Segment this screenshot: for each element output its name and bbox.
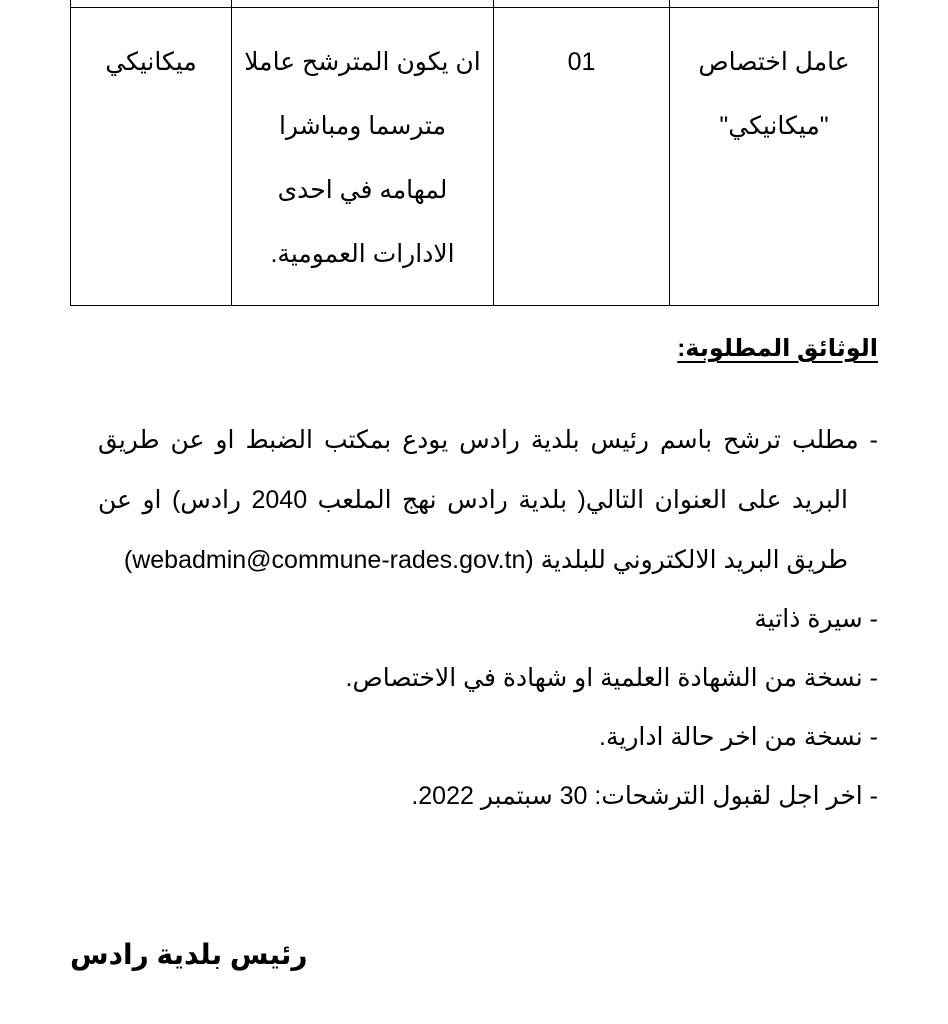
position-count-cell: 01 bbox=[494, 8, 670, 306]
required-documents-list bbox=[98, 410, 878, 826]
specialty-cell: ميكانيكي bbox=[71, 8, 232, 306]
list-item: - نسخة من الشهادة العلمية او شهادة في الاختصاص. bbox=[345, 664, 878, 692]
condition-cell: ان يكون المترشح عاملا مترسما ومباشرا لمهامه في احدى الادارات العمومية. bbox=[232, 8, 494, 306]
position-title-cell: عامل اختصاص "ميكانيكي" bbox=[670, 8, 879, 306]
positions-table bbox=[70, 0, 878, 306]
table-row bbox=[71, 8, 879, 306]
list-item: - مطلب ترشح باسم رئيس بلدية رادس يودع بمكتب الضبط او عن طريق البريد على العنوان التالي( بلدية رادس نهج الملعب 2040 رادس) او عن طريق البريد الالكتروني للبلدية (webadmin@commune-rades.gov.tn) bbox=[98, 426, 878, 574]
table-row-top bbox=[71, 0, 879, 8]
signature: رئيس بلدية رادس bbox=[70, 939, 308, 970]
list-item: - اخر اجل لقبول الترشحات: 30 سبتمبر 2022. bbox=[411, 782, 878, 810]
list-item: - سيرة ذاتية bbox=[754, 605, 878, 633]
required-documents-heading: الوثائق المطلوبة: bbox=[677, 335, 878, 362]
list-item: - نسخة من اخر حالة ادارية. bbox=[599, 723, 878, 751]
